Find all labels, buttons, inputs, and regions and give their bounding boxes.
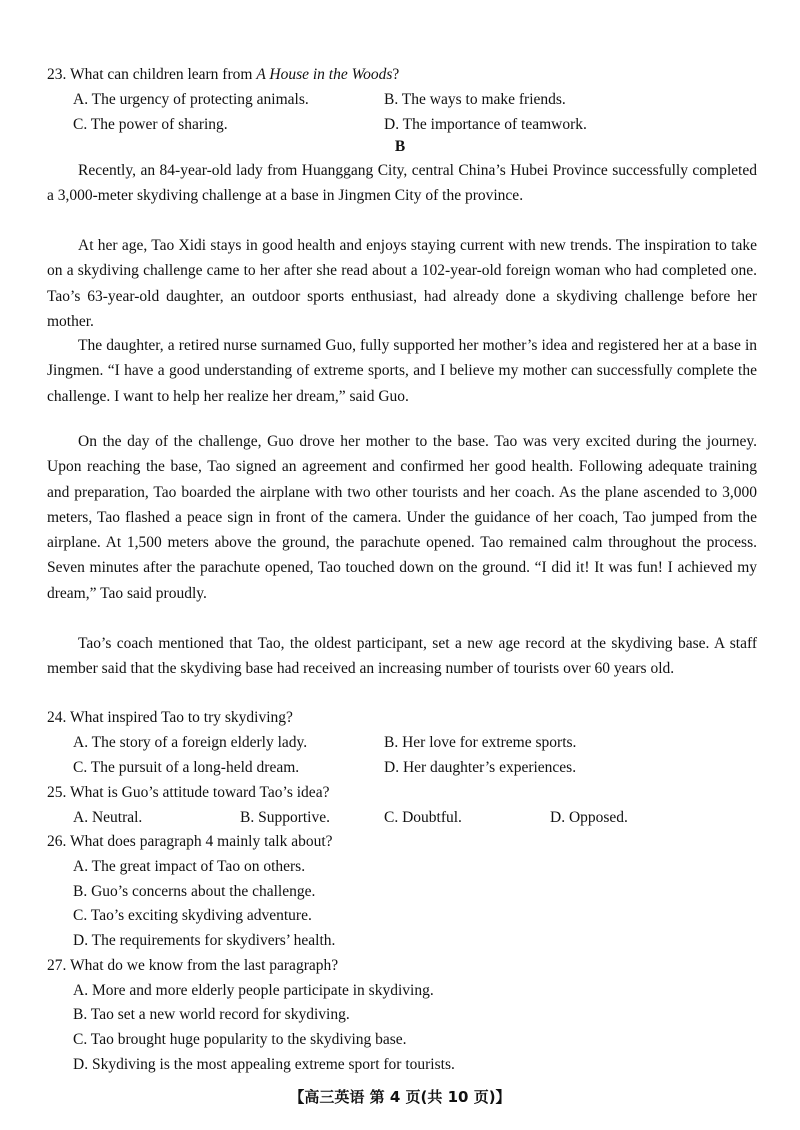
question-26-option-c: C. Tao’s exciting skydiving adventure. [73, 907, 312, 924]
question-27: 27. What do we know from the last paragraph? [47, 957, 339, 974]
question-23-book-title: A House in the Woods [256, 66, 393, 83]
question-23-option-c: C. The power of sharing. [73, 116, 228, 133]
question-27-option-d: D. Skydiving is the most appealing extreme sport for tourists. [73, 1056, 455, 1073]
question-26-option-b: B. Guo’s concerns about the challenge. [73, 883, 316, 900]
question-26: 26. What does paragraph 4 mainly talk about? [47, 833, 333, 850]
question-26-option-a: A. The great impact of Tao on others. [73, 858, 306, 875]
question-25-option-a: A. Neutral. [73, 809, 143, 826]
question-23-option-d: D. The importance of teamwork. [384, 116, 587, 133]
question-26-option-d: D. The requirements for skydivers’ health. [73, 932, 336, 949]
passage-paragraph-3-text: The daughter, a retired nurse surnamed Guo, fully supported her mother’s idea and registered her at a base in Jingmen. “I have a good understanding of extreme sports, and I believe my mother can successfully complete the challenge. I want to help her realize her dream,” said Guo. [47, 337, 757, 405]
question-24-option-b: B. Her love for extreme sports. [384, 734, 577, 751]
question-24-option-c: C. The pursuit of a long-held dream. [73, 759, 300, 776]
passage-paragraph-4-text: On the day of the challenge, Guo drove her mother to the base. Tao was very excited during the journey. Upon reaching the base, Tao signed an agreement and confirmed her good health. Following adequate training and preparation, Tao boarded the airplane with two other tourists and her coach. As the plane ascended to 3,000 meters, Tao flashed a peace sign in front of the camera. Under the guidance of her coach, Tao jumped from the airplane. At 1,500 meters above the ground, the parachute opened. Tao remained calm throughout the process. Seven minutes after the parachute opened, Tao touched down on the ground. “I did it! It was fun! I achieved my dream,” Tao said proudly. [47, 433, 757, 602]
passage-paragraph-2 [47, 233, 757, 334]
passage-paragraph-1-text: Recently, an 84-year-old lady from Huanggang City, central China’s Hubei Province successfully completed a 3,000-meter skydiving challenge at a base in Jingmen City of the province. [47, 162, 757, 205]
question-27-option-a: A. More and more elderly people participate in skydiving. [73, 982, 434, 999]
question-24: 24. What inspired Tao to try skydiving? [47, 709, 293, 726]
question-25-option-d: D. Opposed. [550, 809, 628, 826]
question-27-option-b: B. Tao set a new world record for skydiving. [73, 1006, 350, 1023]
passage-paragraph-4 [47, 429, 757, 606]
question-24-option-d: D. Her daughter’s experiences. [384, 759, 577, 776]
question-23-suffix: ? [392, 66, 400, 83]
passage-paragraph-5-text: Tao’s coach mentioned that Tao, the oldest participant, set a new age record at the skydiving base. A staff member said that the skydiving base had received an increasing number of tourists over 60 years old. [47, 635, 757, 678]
passage-paragraph-1 [47, 158, 757, 209]
question-24-option-a: A. The story of a foreign elderly lady. [73, 734, 308, 751]
question-25-option-c: C. Doubtful. [384, 809, 462, 826]
question-23-prefix: 23. What can children learn from [47, 66, 257, 83]
page-footer: 【高三英语 第 4 页(共 10 页)】 [289, 1088, 511, 1106]
question-23-option-a: A. The urgency of protecting animals. [73, 91, 309, 108]
question-27-option-c: C. Tao brought huge popularity to the skydiving base. [73, 1031, 407, 1048]
question-23 [47, 65, 399, 85]
question-25-option-b: B. Supportive. [240, 809, 330, 826]
passage-paragraph-5 [47, 631, 757, 682]
question-23-option-b: B. The ways to make friends. [384, 91, 566, 108]
section-label: B [394, 138, 406, 155]
passage-paragraph-2-text: At her age, Tao Xidi stays in good health and enjoys staying current with new trends. The inspiration to take on a skydiving challenge came to her after she read about a 102-year-old foreign woman who had completed one. Tao’s 63-year-old daughter, an outdoor sports enthusiast, had already done a skydiving challenge before her mother. [47, 237, 757, 330]
passage-paragraph-3 [47, 333, 757, 409]
question-25: 25. What is Guo’s attitude toward Tao’s idea? [47, 784, 330, 801]
